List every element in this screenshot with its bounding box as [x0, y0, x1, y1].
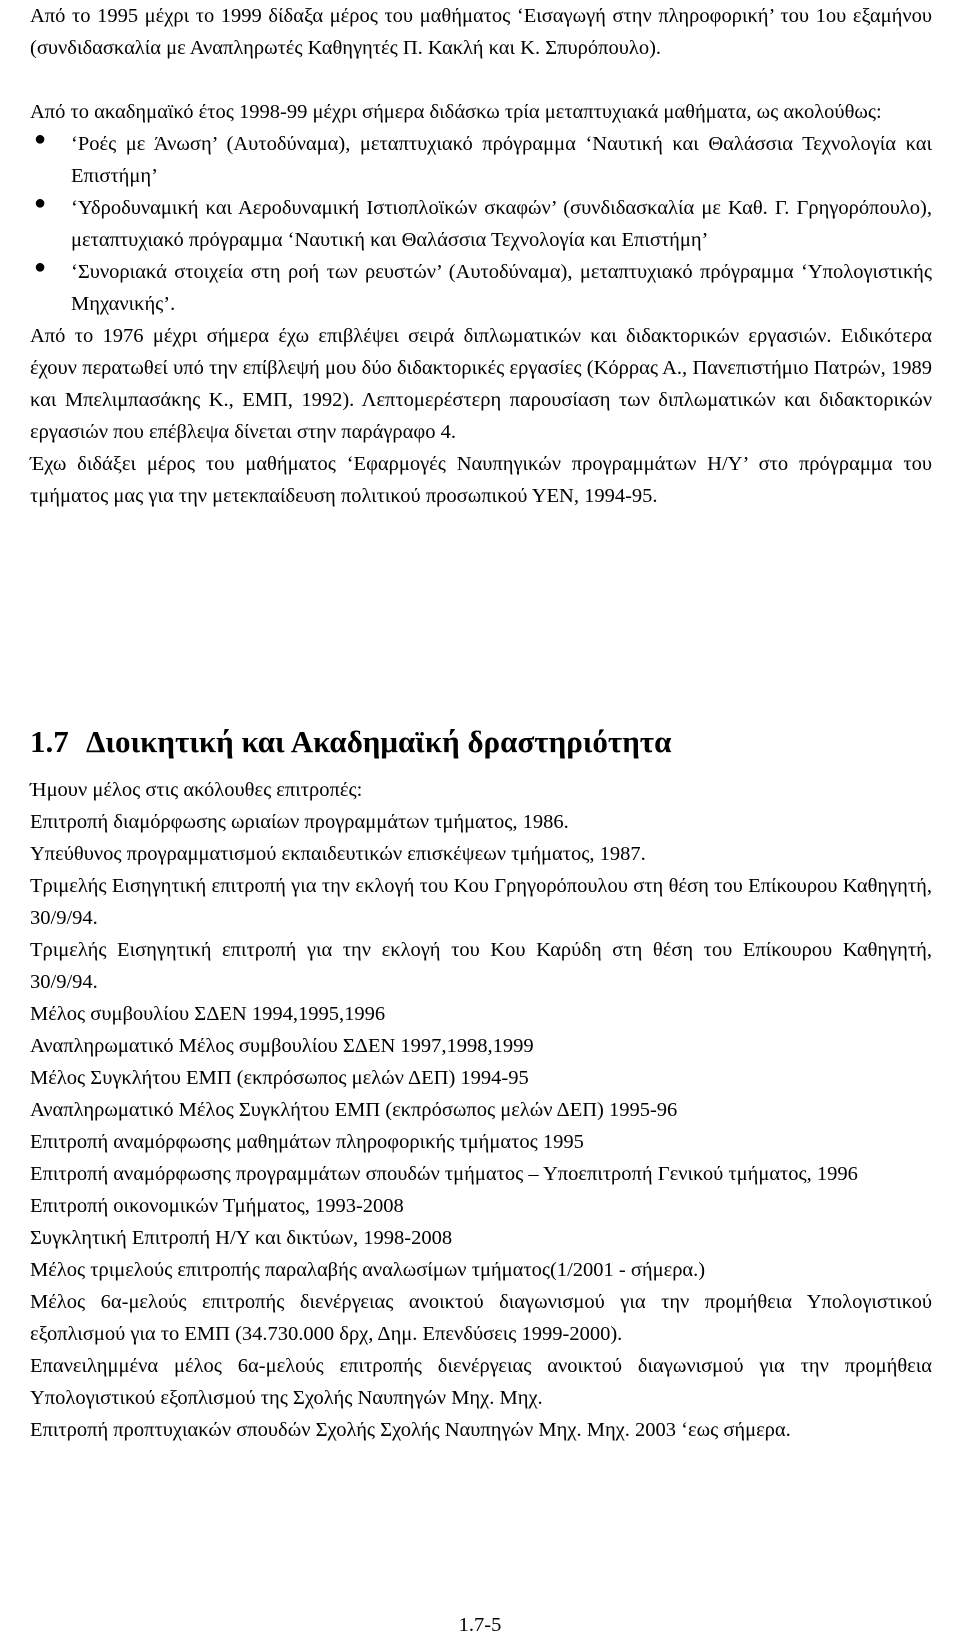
committee-item: Επιτροπή αναμόρφωσης προγραμμάτων σπουδών τμήματος – Υποεπιτροπή Γενικού τμήματος, 1996: [30, 1163, 858, 1185]
committee-item: Επανειλημμένα μέλος 6α-μελούς επιτροπής διενέργειας ανοικτού διαγωνισμού για την προμήθεια Υπολογιστικού εξοπλισμού της Σχολής Ναυπηγών Μηχ. Μηχ.: [30, 1355, 932, 1409]
bullet-item: ● ‘Υδροδυναμική και Αεροδυναμική Ιστιοπλοϊκών σκαφών’ (συνδιδασκαλία με Καθ. Γ. Γρηγορόπουλο), μεταπτυχιακό πρόγραμμα ‘Ναυτική και Θαλάσσια Τεχνολογία και Επιστήμη’: [34, 192, 932, 251]
bullet-item: ● ‘Συνοριακά στοιχεία στη ροή των ρευστών’ (Αυτοδύναμα), μεταπτυχιακό πρόγραμμα ‘Υπολογιστικής Μηχανικής’.: [34, 256, 932, 315]
committee-item: Επιτροπή διαμόρφωσης ωριαίων προγραμμάτων τμήματος, 1986.: [30, 811, 569, 833]
paragraph-ship-design-programs: Έχω διδάξει μέρος του μαθήματος ‘Εφαρμογές Ναυπηγικών προγραμμάτων Η/Υ’ στο πρόγραμμα του τμήματος μας για την μετεκπαίδευση πολιτικού προσωπικού ΥΕΝ, 1994-95.: [30, 453, 932, 507]
page-number: 1.7-5: [458, 1614, 502, 1636]
intro-block: [30, 0, 932, 512]
committee-item: Επιτροπή προπτυχιακών σπουδών Σχολής Σχολής Ναυπηγών Μηχ. Μηχ. 2003 ‘εως σήμερα.: [30, 1419, 791, 1441]
section-number: 1.7: [30, 724, 69, 759]
bullet-icon: ●: [34, 192, 47, 214]
committee-item: Επιτροπή οικονομικών Τμήματος, 1993-2008: [30, 1195, 404, 1217]
bullet-item: ● ‘Ροές με Άνωση’ (Αυτοδύναμα), μεταπτυχιακό πρόγραμμα ‘Ναυτική και Θαλάσσια Τεχνολογία και Επιστήμη’: [34, 128, 932, 187]
committee-item: Αναπληρωματικό Μέλος συμβουλίου ΣΔΕΝ 1997,1998,1999: [30, 1035, 534, 1057]
committee-item: Μέλος συμβουλίου ΣΔΕΝ 1994,1995,1996: [30, 1003, 386, 1025]
committee-item: Μέλος Συγκλήτου ΕΜΠ (εκπρόσωπος μελών ΔΕΠ) 1994-95: [30, 1067, 529, 1089]
committee-item: Επιτροπή αναμόρφωσης μαθημάτων πληροφορικής τμήματος 1995: [30, 1131, 584, 1153]
bullet-icon: ●: [34, 128, 47, 150]
committees-lead: Ήμουν μέλος στις ακόλουθες επιτροπές:: [30, 779, 363, 801]
committee-item: Συγκλητική Επιτροπή Η/Υ και δικτύων, 1998-2008: [30, 1227, 453, 1249]
bullet-icon: ●: [34, 256, 47, 278]
committee-item: Μέλος τριμελούς επιτροπής παραλαβής αναλωσίμων τμήματος(1/2001 - σήμερα.): [30, 1259, 706, 1281]
paragraph-teaching-1995: Από το 1995 μέχρι το 1999 δίδαξα μέρος του μαθήματος ‘Εισαγωγή στην πληροφορική’ του 1ου εξαμήνου (συνδιδασκαλία με Αναπληρωτές Καθηγητές Π. Κακλή και Κ. Σπυρόπουλο).: [30, 5, 932, 59]
section-title: Διοικητική και Ακαδημαϊκή δραστηριότητα: [86, 724, 672, 759]
section-heading: [30, 722, 671, 762]
committee-item: Υπεύθυνος προγραμματισμού εκπαιδευτικών επισκέψεων τμήματος, 1987.: [30, 843, 646, 865]
committee-item: Αναπληρωματικό Μέλος Συγκλήτου ΕΜΠ (εκπρόσωπος μελών ΔΕΠ) 1995-96: [30, 1099, 678, 1121]
committee-item: Μέλος 6α-μελούς επιτροπής διενέργειας ανοικτού διαγωνισμού για την προμήθεια Υπολογιστικού εξοπλισμού για το ΕΜΠ (34.730.000 δρχ, Δημ. Επενδύσεις 1999-2000).: [30, 1291, 932, 1345]
committee-item: Τριμελής Εισηγητική επιτροπή για την εκλογή του Κου Γρηγορόπουλου στη θέση του Επίκουρου Καθηγητή, 30/9/94.: [30, 875, 932, 929]
paragraph-postgrad-courses: Από το ακαδημαϊκό έτος 1998-99 μέχρι σήμερα διδάσκω τρία μεταπτυχιακά μαθήματα, ως ακολούθως:: [30, 101, 882, 123]
committees-block: [30, 774, 932, 1446]
paragraph-theses: Από το 1976 μέχρι σήμερα έχω επιβλέψει σειρά διπλωματικών και διδακτορικών εργασιών. Ειδικότερα έχουν περατωθεί υπό την επίβλεψή μου δύο διδακτορικές εργασίες (Κόρρας Α., Πανεπιστήμιο Πατρών, 1989 και Μπελιμπασάκης Κ., ΕΜΠ, 1992). Λεπτομερέστερη παρουσίαση των διπλωματικών και διδακτορικών εργασιών που επέβλεψα δίνεται στην παράγραφο 4.: [30, 325, 932, 443]
committee-item: Τριμελής Εισηγητική επιτροπή για την εκλογή του Κου Καρύδη στη θέση του Επίκουρου Καθηγητή, 30/9/94.: [30, 939, 932, 993]
